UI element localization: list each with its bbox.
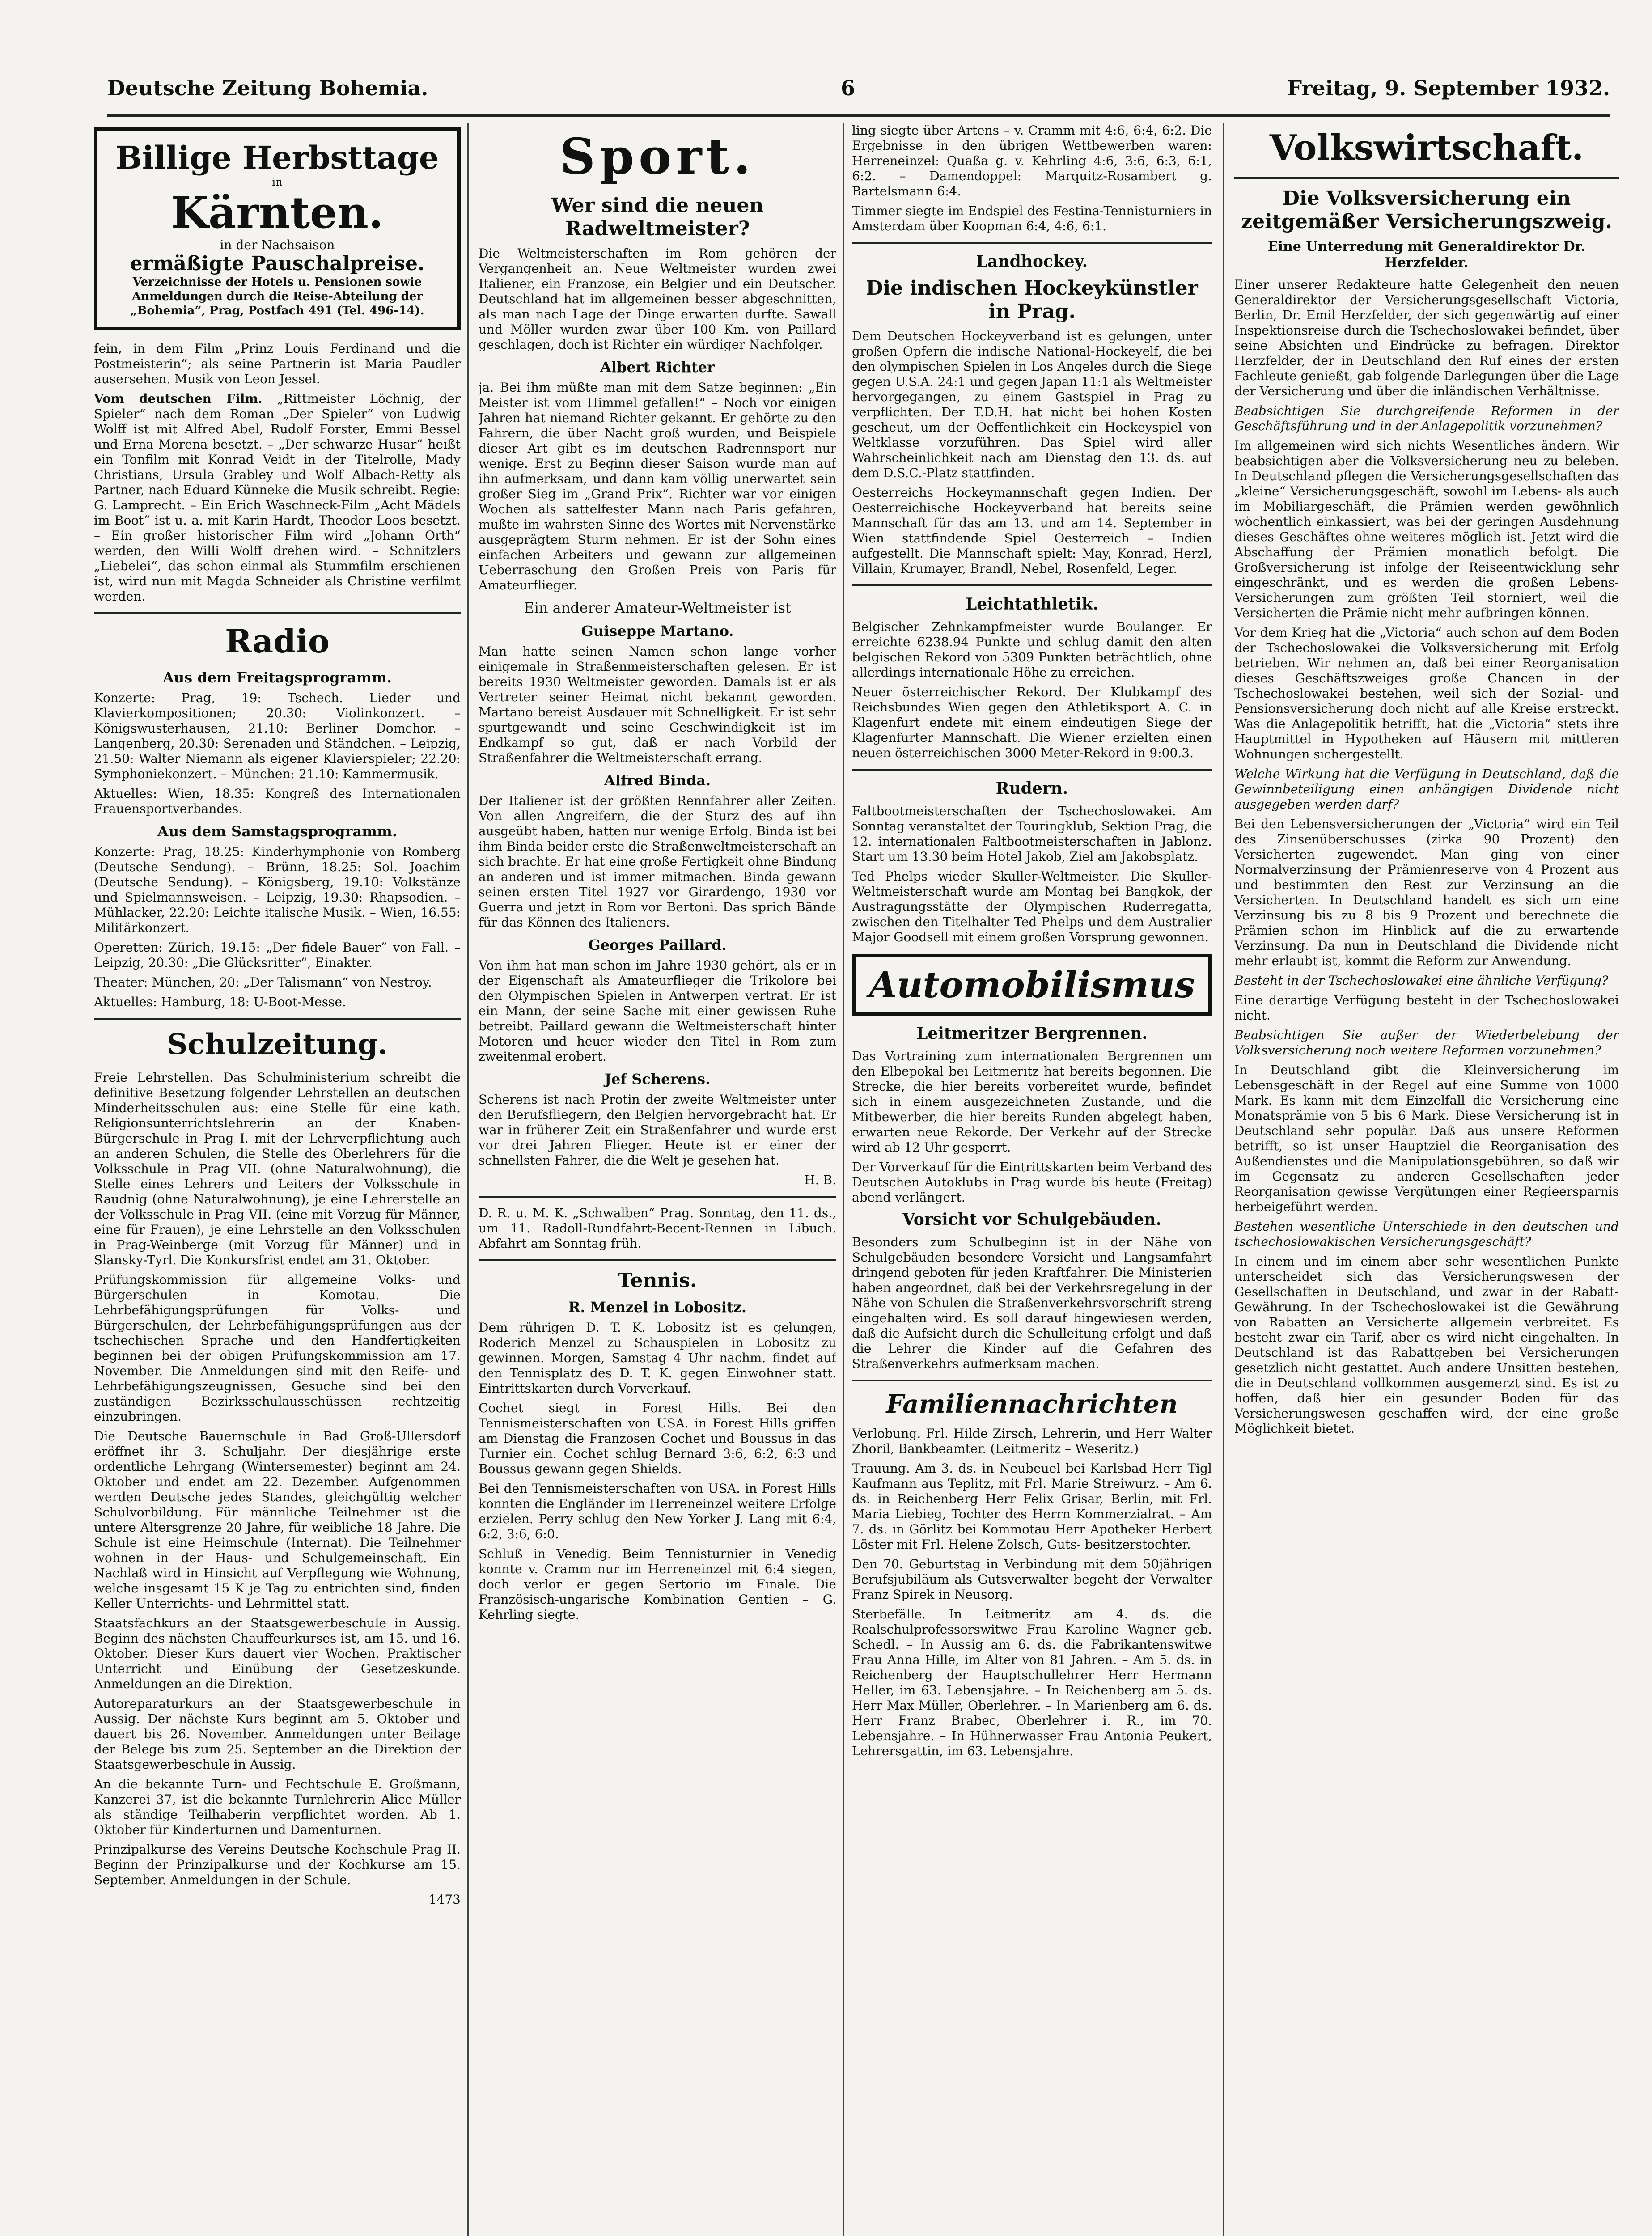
- interview-question: Besteht in der Tschechoslowakei eine ähnliche Verfügung?: [1234, 973, 1609, 988]
- athletics-paragraph: Neuer österreichischer Rekord. Der Klubkampf des Reichsbundes Wien gegen den Athletiksport A. C. in Klagenfurt endete mit einem eindeutigen Siege der Klagenfurter Mannschaft. Die Wiener erzielten einen neuen österreichischen 3000 Meter-Rekord in 9:00.3.: [852, 685, 1212, 760]
- newspaper-name: Deutsche Zeitung Bohemia.: [107, 76, 428, 100]
- radio-paragraph: Operetten: Zürich, 19.15: „Der fidele Bauer“ von Fall. – Leipzig, 20.30: „Die Glücksritter“, Einakter.: [94, 940, 461, 970]
- athletics-title: Leichtathletik.: [965, 595, 1099, 614]
- ad-region: Kärnten.: [171, 187, 384, 238]
- hockey-headline: Die indischen Hockeykünstler in Prag.: [866, 277, 1198, 323]
- school-paragraph: Prüfungskommission für allgemeine Volks- und Bürgerschulen in Komotau. Die Lehrbefähigungsprüfungen für Volks- und Bürgerschulen, der Lehrbefähigungsprüfungen aus der tschechischen Sprache und den Handfertigkeiten beginnen bei der obigen Prüfungskommission am 17. November. Die Anmeldungen sind mit den Reife- und Lehrbefähigungszeugnissen, Gesuche sind bei den zuständigen Bezirksschulausschüssen rechtzeitig einzubringen.: [94, 1272, 461, 1424]
- section-rule: [852, 584, 1212, 586]
- interview-question: Beabsichtigen Sie durchgreifende Reformen in der Geschäftsführung und in der Anlagepolitik vorzunehmen?: [1234, 403, 1619, 433]
- section-rule: [94, 1018, 461, 1020]
- interview-question: Welche Wirkung hat die Verfügung in Deutschland, daß die Gewinnbeteiligung einen anhängigen Dividende nicht ausgegeben werden darf?: [1234, 767, 1619, 812]
- ad-season: in der Nachsaison: [220, 237, 335, 252]
- radio-paragraph: Konzerte: Prag, 19: Tschech. Lieder und Klavierkompositionen; 20.30: Violinkonzert. – Königswusterhausen, 21.10: Berliner Domchor. – Langenberg, 20.30: Serenaden und Ständchen. – Leipzig, 21.50: Walter Niemann als eigener Klavierspieler; 22.20: Symphoniekonzert. – München: 21.10: Kammermusik.: [94, 690, 461, 781]
- issue-date: Freitag, 9. September 1932.: [1287, 76, 1610, 100]
- family-paragraph: Sterbefälle. In Leitmeritz am 4. ds. die Realschulprofessorswitwe Frau Karoline Wagner geb. Schedl. – In Aussig am 6. ds. die Fabrikantenswitwe Frau Anna Hille, im Alter von 81 Jahren. – Am 5. ds. in Reichenberg der Hauptschullehrer Herr Hermann Heller, im 63. Lebensjahre. – In Reichenberg am 5. ds. Herr Max Müller, Oberlehrer. – In Marienberg am 6. ds. Herr Franz Brabec, Oberlehrer i. R., im 70. Lebensjahre. – In Hühnerwasser Frau Antonia Peukert, Lehrersgattin, im 63. Lebensjahre.: [852, 1607, 1212, 1758]
- radio-saturday-heading: Aus dem Samstagsprogramm.: [157, 823, 397, 840]
- section-rule: [94, 612, 461, 614]
- article-paragraph: Man hatte seinen Namen schon lange vorher einigemale in Straßenmeisterschaften gelesen. Er ist bereits 1930 Weltmeister geworden. Damals ist er als Vertreter seiner Heimat nicht bekannt geworden. Martano bereist Ausdauer mit Schnelligkeit. Er ist sehr spurtgewandt und seine Geschwindigkeit ist im Endkampf so gut, daß er nach Vorbild der Straßenfahrer die Weltmeisterschaft errang.: [479, 644, 836, 765]
- school-paragraph: Autoreparaturkurs an der Staatsgewerbeschule in Aussig. Der nächste Kurs beginnt am 5. Oktober und dauert bis 26. November. Anmeldungen unter Beilage der Belege bis zum 25. September an die Direktion der Staatsgewerbeschule in Aussig.: [94, 1696, 461, 1772]
- article-headline: Wer sind die neuen Radweltmeister?: [551, 194, 764, 240]
- school-paragraph: Freie Lehrstellen. Das Schulministerium schreibt die definitive Besetzung folgender Lehrstellen an deutschen Minderheitsschulen aus: eine Stelle für eine kath. Religionsunterrichtslehrerin an der Knaben-Bürgerschule in Prag I. mit der Lehrverpflichtung auch an anderen Schulen, die Stelle des Oberlehrers für die Volksschule in Prag VII. (ohne Naturalwohnung), die Stelle eines Lehrers und Leiters der Volksschule in Raudnig (ohne Naturalwohnung), je eine Lehrerstelle an der Volksschule in Prag VII. (eine mit Vorzug für Männer, eine für Frauen), je eine Lehrstelle an den Volksschulen in Prag-Weinberge (mit Vorzug für Männer) und in Slansky-Tyrl. Die Konkursfrist endet am 31. Oktober.: [94, 1070, 461, 1267]
- auto-paragraph: Der Vorverkauf für die Eintrittskarten beim Verband des Deutschen Autoklubs in Prag wurde bis heute (Freitag) abend verlängert.: [852, 1160, 1212, 1205]
- tennis-paragraph: Dem rührigen D. T. K. Lobositz ist es gelungen, Roderich Menzel zu Schauspielen in Lobositz zu gewinnen. Morgen, Samstag 4 Uhr nachm. findet auf den Tennisplatz des D. T. K. gegen Einwohner statt. Eintrittskarten durch Vorverkauf.: [479, 1320, 836, 1396]
- tennis-subheading: R. Menzel in Lobositz.: [568, 1299, 747, 1316]
- athlete-name: Alfred Binda.: [604, 772, 711, 789]
- tennis-paragraph: Bei den Tennismeisterschaften von USA. in Forest Hills konnten die Engländer im Herreneinzel weitere Erfolge erzielen. Perry schlug den New Yorker J. Lang mit 6:4, 6:2, 3:6, 6:0.: [479, 1481, 836, 1541]
- article-paragraph: Scherens ist nach Protin der zweite Weltmeister unter den Berufsfliegern, den Belgien hervorgebracht hat. Er war in früherer Zeit ein Straßenfahrer und wurde erst vor drei Jahren Flieger. Heute ist er einer der schnellsten Fahrer, die die Welt je gesehen hat.: [479, 1092, 836, 1168]
- tennis-paragraph: Schluß in Venedig. Beim Tennisturnier in Venedig konnte v. Cramm nur im Herreneinzel mit 6:4 siegen, doch verlor er gegen Sertorio im Finale. Die Französisch-ungarische Kombination Gentien – G. Kehrling siegte.: [479, 1546, 836, 1622]
- athlete-name: Georges Paillard.: [588, 936, 727, 953]
- family-news-title: Familiennachrichten: [886, 1389, 1178, 1419]
- family-paragraph: Trauung. Am 3. ds. in Neubeuel bei Karlsbad Herr Tigl Kaufmann aus Teplitz, mit Frl. Marie Streiwurz. – Am 6. ds. in Reichenberg Herr Felix Grisar, Berlin, mit Frl. Maria Liebieg, Tochter des Herrn Kommerzialrat. – Am 7. ds. in Görlitz bei Kommotau Herr Apotheker Herbert Löster mit Frl. Helene Zolsch, Guts- besitzerstochter.: [852, 1461, 1212, 1552]
- radio-paragraph: Aktuelles: Wien, 18.35: Kongreß des Internationalen Frauensportverbandes.: [94, 786, 461, 816]
- economy-paragraph: Vor dem Krieg hat die „Victoria“ auch schon auf dem Boden der Tschechoslowakei die Volksversicherung mit Erfolg betrieben. Wir nehmen an, daß bei einer Reorganisation dieses Geschäftszweiges große Chancen in der Tschechoslowakei bestehen, weil sich der Sozial- und Pensionsversicherung doch nicht auf alle Kreise erstreckt. Was die Anlagepolitik betrifft, hat die „Victoria“ stets ihre Hauptmittel in Hypotheken auf Häusern mit mittleren Wohnungen sichergestellt.: [1234, 625, 1619, 762]
- header-rule: [107, 114, 1610, 117]
- radio-title: Radio: [225, 622, 330, 660]
- economy-paragraph: Einer unserer Redakteure hatte Gelegenheit den neuen Generaldirektor der Versicherungsgesellschaft Victoria, Berlin, Dr. Emil Herzfelder, der sich gegenwärtig auf einer Inspektionsreise durch die Tschechoslowakei befindet, über seine Absichten und Eindrücke zu befragen. Direktor Herzfelder, der in Deutschland den Ruf eines der ersten Fachleute genießt, gab folgende Darlegungen über die Lage der Versicherung und über die inländischen Verhältnisse.: [1234, 277, 1619, 398]
- school-paragraph: An die bekannte Turn- und Fechtschule E. Großmann, Kanzerei 37, ist die bekannte Turnlehrerin Alice Müller als ständige Teilhaberin verpflichtet worden. Ab 1. Oktober für Kinderturnen und Damenturnen.: [94, 1777, 461, 1837]
- family-paragraph: Verlobung. Frl. Hilde Zirsch, Lehrerin, und Herr Walter Zhoril, Bankbeamter. (Leitmeritz – Weseritz.): [852, 1426, 1212, 1456]
- column-divider: [1223, 123, 1224, 2236]
- article-paragraph: Der Italiener ist der größten Rennfahrer aller Zeiten. Von allen Angreifern, die der Sturz des auf ihn ausgeübt haben, hatten nur wenige Erfolg. Binda ist bei ihm Binda beider erste die Straßenweltmeisterschaft an sich brachte. Er hat eine große Fertigkeit ohne Bindung an anderen und ist immer mitmachen. Binda gewann seinen ersten Titel 1927 vor Girardengo, 1930 vor Guerra und jetzt in Rom vor Bertoni. Das sprich Bände für das Können des Italieners.: [479, 793, 836, 930]
- ad-in: in: [272, 176, 283, 188]
- article-paragraph: Von ihm hat man schon im Jahre 1930 gehört, als er in der Eigenschaft als Amateurflieger die Trikolore bei den Olympischen Spielen in Antwerpen vertrat. Er ist ein Mann, der seine Sache mit einer gewissen Ruhe betreibt. Paillard gewann die Weltmeisterschaft hinter Motoren und heuer wieder den Titel in Rom zum zweitenmal erobert.: [479, 958, 836, 1064]
- rowing-paragraph: Ted Phelps wieder Skuller-Weltmeister. Die Skuller-Weltmeisterschaft wurde am Montag bei Bangkok, der Austragungsstätte der Olympischen Ruderregatta, zwischen den Titelhalter Ted Phelps und dem Australier Major Goodsell mit einem großen Vorsprung gewonnen.: [852, 869, 1212, 944]
- economy-paragraph: Bei den Lebensversicherungen der „Victoria“ wird ein Teil des Zinsenüberschusses (zirka 90 Prozent) den Versicherten zugewendet. Man ging von einer Normalverzinsung der Prämienreserve von 4 Prozent aus und bestimmten den Rest zur Verzinsung an die Versicherten. In Deutschland handelt es sich um eine Verzinsung bis zu 8 bis 9 Prozent und berechnete die Prämien schon im Hinblick auf die zu erwartende Verzinsung. Da nun in Deutschland die Dividende nicht mehr erlaubt ist, kommt die Reform zur Anwendung.: [1234, 817, 1619, 968]
- section-rule: [479, 1196, 836, 1198]
- section-rule: [852, 769, 1212, 771]
- club-notice: D. R. u. M. K. „Schwalben“ Prag. Sonntag, den 11. ds., um 11. Radoll-Rundfahrt-Becent-Rennen in Libuch. Abfahrt am Sonntag früh.: [479, 1206, 836, 1251]
- radio-paragraph: Aktuelles: Hamburg, 18: U-Boot-Messe.: [94, 995, 346, 1009]
- interview-question: Beabsichtigen Sie außer der Wiederbelebung der Volksversicherung noch weitere Reformen vorzunehmen?: [1234, 1028, 1619, 1058]
- rowing-title: Rudern.: [995, 779, 1068, 798]
- section-rule: [852, 242, 1212, 244]
- page-number: 6: [841, 76, 856, 100]
- sport-title: Sport.: [559, 127, 755, 185]
- article-paragraph: Die Weltmeisterschaften im Rom gehören der Vergangenheit an. Neue Weltmeister wurden zwei Italiener, ein Franzose, ein Belgier und ein Deutscher. Deutschland hat im allgemeinen besser abgeschnitten, als man nach Lage der Dinge erwarten durfte. Sawall und Möller wurden zwar über 100 Km. von Paillard geschlagen, doch ist Richter ein würdiger Nachfolger.: [479, 246, 836, 352]
- athlete-name: Jef Scherens.: [604, 1071, 711, 1088]
- auto-headline: Leitmeritzer Bergrennen.: [916, 1024, 1148, 1043]
- caution-headline: Vorsicht vor Schulgebäuden.: [902, 1210, 1161, 1229]
- film-continuation: fein, in dem Film „Prinz Louis Ferdinand und die Postmeisterin“; als seine Partnerin ist Maria Paudler ausersehen. Musik von Leon Jessel.: [94, 341, 461, 386]
- radio-paragraph: Konzerte: Prag, 18.25: Kinderhymphonie von Romberg (Deutsche Sendung). – Brünn, 18.25: Sol. Joachim (Deutsche Sendung). – Königsberg, 19.10: Volkstänze und Spielmannsweisen. – Leipzig, 19.30: Rhapsodien. – Mühlacker, 22.20: Leichte italische Musik. – Wien, 16.55: Militärkonzert.: [94, 844, 461, 935]
- column-3: [852, 123, 1212, 2236]
- economy-paragraph: Im allgemeinen wird sich nichts Wesentliches ändern. Wir beabsichtigen aber die Volksversicherung neu zu beleben. In Deutschland pflegen die Versicherungsgesellschaften das „kleine“ Versicherungsgeschäft, sowohl im Lebens- als auch im Mobiliargeschäft, die Prämien werden gewöhnlich wöchentlich einkassiert, was bei der geringen Ausdehnung dieses Geschäftes ohne weiteres möglich ist. Jetzt wird die Abschaffung der Prämien monatlich befolgt. Die Großversicherung ist infolge der Reiseentwicklung sehr eingeschränkt, und es werden die großen Lebens-Versicherungen zum größten Teil storniert, weil die Versicherten die Prämie nicht mehr aufbringen können.: [1234, 438, 1619, 620]
- radio-paragraph: Theater: München, 20: „Der Talismann“ von Nestroy.: [94, 975, 432, 990]
- school-title: Schulzeitung.: [167, 1028, 388, 1061]
- school-paragraph: Die Deutsche Bauernschule in Bad Groß-Ullersdorf eröffnet ihr 3. Schuljahr. Der diesjährige erste ordentliche Lehrgang (Wintersemester) beginnt am 24. Oktober und endet am 22. Dezember. Aufgenommen werden Deutsche jedes Standes, gleichgültig welcher Schulvorbildung. Für männliche Teilnehmer ist die untere Altersgrenze 20 Jahre, für weibliche 18 Jahre. Die Schule ist eine Heimschule (Internat). Die Teilnehmer wohnen in der Haus- und Schulgemeinschaft. Ein Nachlaß wird in Hinsicht auf Verpflegung wie Wohnung, welche insgesamt 15 K je Tag zu entrichten sind, finden Keller Unterrichts- und Lehrmittel statt.: [94, 1429, 461, 1611]
- caution-paragraph: Besonders zum Schulbeginn ist in der Nähe von Schulgebäuden besondere Vorsicht und Langsamfahrt dringend geboten für jeden Kraftfahrer. Die Ministerien haben angeordnet, daß bei der Verkehrsregelung in der Nähe von Schulen die Straßenverkehrsvorschrift streng eingehalten wird. Es soll darauf hingewiesen werden, daß die Aufsicht durch die Schulleitung erfolgt und daß die Lehrer die Kinder auf die Gefahren des Straßenverkehrs aufmerksam machen.: [852, 1235, 1212, 1371]
- economy-paragraph: Eine derartige Verfügung besteht in der Tschechoslowakei nicht.: [1234, 993, 1619, 1023]
- auto-paragraph: Das Vortraining zum internationalen Bergrennen um den Elbepokal bei Leitmeritz hat bereits begonnen. Die Strecke, die hier bereits vorbereitet wurde, befindet sich in einem ausgezeichneten Zustande, und die Mitbewerber, die hier bereits Runden abgelegt haben, erwarten neue Rekorde. Der Verkehr auf der Strecke wird ab 12 Uhr gesperrt.: [852, 1049, 1212, 1155]
- ad-number: 1473: [428, 1892, 461, 1907]
- author-signature: H. B.: [804, 1173, 836, 1187]
- tennis-title: Tennis.: [618, 1269, 697, 1292]
- film-body: „Rittmeister Löchnig, der Spieler“ nach dem Roman „Der Spieler“ von Ludwig Wolff ist mit Alfred Abel, Rudolf Forster, Emmi Bessel und Erna Morena besetzt. – „Der schwarze Husar“ heißt ein Tonfilm mit Konrad Veidt in der Titelrolle, Mady Christians, Ursula Grabley und Wolf Albach-Retty als Partner, nach Eduard Künneke die Musik schreibt. Regie: G. Lamprecht. – Ein Erich Waschneck-Film „Acht Mädels im Boot“ ist u. a. mit Karin Hardt, Theodor Loos besetzt. – Ein großer historischer Film wird „Johann Orth“ werden, den Willi Wolff drehen wird. – Schnitzlers „Liebelei“, das schon einmal als Stummfilm erschienen ist, wird nun mit Magda Schneider als Christine verfilmt werden.: [94, 391, 461, 604]
- family-paragraph: Den 70. Geburtstag in Verbindung mit dem 50jährigen Berufsjubiläum als Gutsverwalter begeht der Verwalter Franz Spirek in Neusorg.: [852, 1557, 1212, 1602]
- school-paragraph: Staatsfachkurs an der Staatsgewerbeschule in Aussig. Beginn des nächsten Chauffeurkurses ist, am 15. und 16. Oktober. Dieser Kurs dauert vier Wochen. Praktischer Unterricht und Einübung der Gesetzeskunde. Anmeldungen an die Direktion.: [94, 1616, 461, 1691]
- tennis-continuation: ling siegte über Artens – v. Cramm mit 4:6, 6:4, 6:2. Die Ergebnisse in den übrigen Wettbewerben waren: Herreneinzel: Quaßa g. v. Kehrling 4:6, 3:6, 6:3, 6:1, 6:2. – Damendoppel: Marquitz-Rosambert g. Bartelsmann 6:4.: [852, 123, 1212, 199]
- economy-headline: Die Volksversicherung ein zeitgemäßer Versicherungszweig.: [1241, 187, 1612, 233]
- radio-friday-heading: Aus dem Freitagsprogramm.: [163, 669, 392, 686]
- column-divider: [467, 123, 469, 2236]
- column-2: [479, 123, 836, 2236]
- tennis-paragraph: Cochet siegt in Forest Hills. Bei den Tennismeisterschaften von USA. in Forest Hills griffen am Dienstag die Franzosen Cochet und Boussus in das Turnier ein. Cochet schlug Bernard 3:6, 6:2, 6:3 und Boussus gewann gegen Shields.: [479, 1401, 836, 1476]
- economy-paragraph: In einem und im einem aber sehr wesentlichen Punkte unterscheidet sich das Versicherungswesen der Gesellschaften in Deutschland, und zwar in der Rabatt-Gewährung. In der Tschechoslowakei ist die Gewährung von Rabatten an Versicherte allgemein verbreitet. Es besteht zwar ein Tarif, aber es wird nicht eingehalten. In Deutschland ist das Rabattgeben bei Versicherungen gesetzlich nicht gestattet. Auch andere Unsitten bestehen, die in Deutschland vollkommen ausgemerzt sind. Es ist zu hoffen, daß hier ein gesunder Boden für das Versicherungswesen geschaffen wird, der eine große Möglichkeit bietet.: [1234, 1254, 1619, 1436]
- hockey-paragraph: Oesterreichs Hockeymannschaft gegen Indien. Der Oesterreichische Hockeyverband hat bereits seine Mannschaft für das am 13. und am 14. September in Wien stattfindende Spiel Oesterreich – Indien aufgestellt. Die Mannschaft spielt: May, Konrad, Herzl, Villain, Krumayer, Brandl, Nebel, Rosenfeld, Leger.: [852, 485, 1212, 576]
- economy-paragraph: In Deutschland gibt die Kleinversicherung im Lebensgeschäft in der Regel auf eine Summe von 1000 Mark. Es kann mit dem Einzelfall die Versicherung eine Monatsprämie von 5 bis 6 Mark. Diese Versicherung ist in Deutschland sehr populär. Daß aus unsere Reformen betrifft, so ist unser Hauptziel die Reorganisation des Außendienstes und die Manipulationsgebühren, so daß wir im Gegensatz zu anderen Gesellschaften jeder Reorganisation gewisse Vergütungen einer Regieersparnis herbeigeführt werden.: [1234, 1063, 1619, 1214]
- ad-offer: ermäßigte Pauschalpreise.: [130, 252, 425, 275]
- athlete-name: Guiseppe Martano.: [581, 623, 734, 639]
- ad-contact: Verzeichnisse der Hotels u. Pensionen sowie Anmeldungen durch die Reise-Abteilung der „Bohemia“, Prag, Postfach 491 (Tel. 496-14).: [130, 275, 424, 318]
- travel-advertisement: [94, 127, 461, 330]
- athletics-paragraph: Belgischer Zehnkampfmeister wurde Boulanger. Er erreichte 6238.94 Punkte und schlug damit den alten belgischen Rekord von 5309 Punkten beträchtlich, ohne allerdings internationale Höhe zu erreichen.: [852, 619, 1212, 680]
- film-article: [94, 391, 461, 604]
- rowing-paragraph: Faltbootmeisterschaften der Tschechoslowakei. Am Sonntag veranstaltet der Touringklub, Sektion Prag, die 12. internationalen Faltbootmeisterschaften in Jablonz. Start um 13.30 beim Hotel Jakob, Ziel am Jakobsplatz.: [852, 804, 1212, 864]
- economy-title: Volkswirtschaft.: [1269, 127, 1584, 168]
- hockey-paragraph: Dem Deutschen Hockeyverband ist es gelungen, unter großen Opfern die indische National-Hockeyelf, die bei den olympischen Spielen in Los Angeles durch die Siege gegen U.S.A. 24:1 und gegen Japan 11:1 als Weltmeister hervorgegangen, zu einem Gastspiel in Prag zu verpflichten. Der T.D.H. hat nicht bei hohen Kosten gescheut, um der Oeffentlichkeit ein Hockeyspiel von Weltklasse vorzuführen. Das Spiel wird aller Wahrscheinlichkeit nach am Dienstag den 13. ds. auf dem D.S.C.-Platz stattfinden.: [852, 329, 1212, 480]
- athlete-name: Albert Richter: [600, 359, 715, 376]
- hockey-title: Landhockey.: [976, 252, 1088, 271]
- section-rule: [852, 1380, 1212, 1381]
- section-rule: [1234, 177, 1619, 179]
- column-1: [94, 123, 461, 2236]
- automobile-banner: Automobilismus: [852, 954, 1212, 1016]
- page-header: [107, 76, 1610, 112]
- film-label: Vom deutschen Film.: [94, 391, 263, 406]
- interview-question: Bestehen wesentliche Unterschiede in den deutschen und tschechoslowakischen Versicherungsgeschäft?: [1234, 1219, 1619, 1249]
- article-paragraph: ja. Bei ihm müßte man mit dem Satze beginnen: „Ein Meister ist vom Himmel gefallen!“ – Noch vor einigen Jahren hat niemand Richter gekannt. Er gehörte zu den Fahrern, die über Nacht groß wurden, und Beispiele dieser Art gibt es im deutschen Radrennsport nur wenige. Erst zu Beginn dieser Saison wurde man auf ihn aufmerksam, und dann kam völlig unerwartet sein großer Sieg im „Grand Prix“. Richter war vor einigen Wochen als sattelfester Mann nach Paris gefahren, mußte im wahrsten Sinne des Wortes mit Nervenstärke ausgeprägtem Sturm nehmen. Er ist der Sohn eines einfachen Arbeiters und gewann zur allgemeinen Ueberraschung den Großen Preis von Paris für Amateurflieger.: [479, 380, 836, 593]
- tennis-continuation: Timmer siegte im Endspiel des Festina-Tennisturniers in Amsterdam über Koopman 6:4, 4:6, 6:1.: [852, 203, 1212, 233]
- ad-headline: Billige Herbsttage: [115, 139, 439, 176]
- column-4: [1234, 123, 1619, 2236]
- interview-subtitle: Eine Unterredung mit Generaldirektor Dr. Herzfelder.: [1267, 239, 1586, 271]
- separator-line: Ein anderer Amateur-Weltmeister ist: [524, 599, 791, 616]
- column-divider: [843, 123, 844, 2236]
- school-paragraph: Prinzipalkurse des Vereins Deutsche Kochschule Prag II. Beginn der Prinzipalkurse und der Kochkurse am 15. September. Anmeldungen in der Schule.: [94, 1842, 461, 1887]
- section-rule: [479, 1259, 836, 1261]
